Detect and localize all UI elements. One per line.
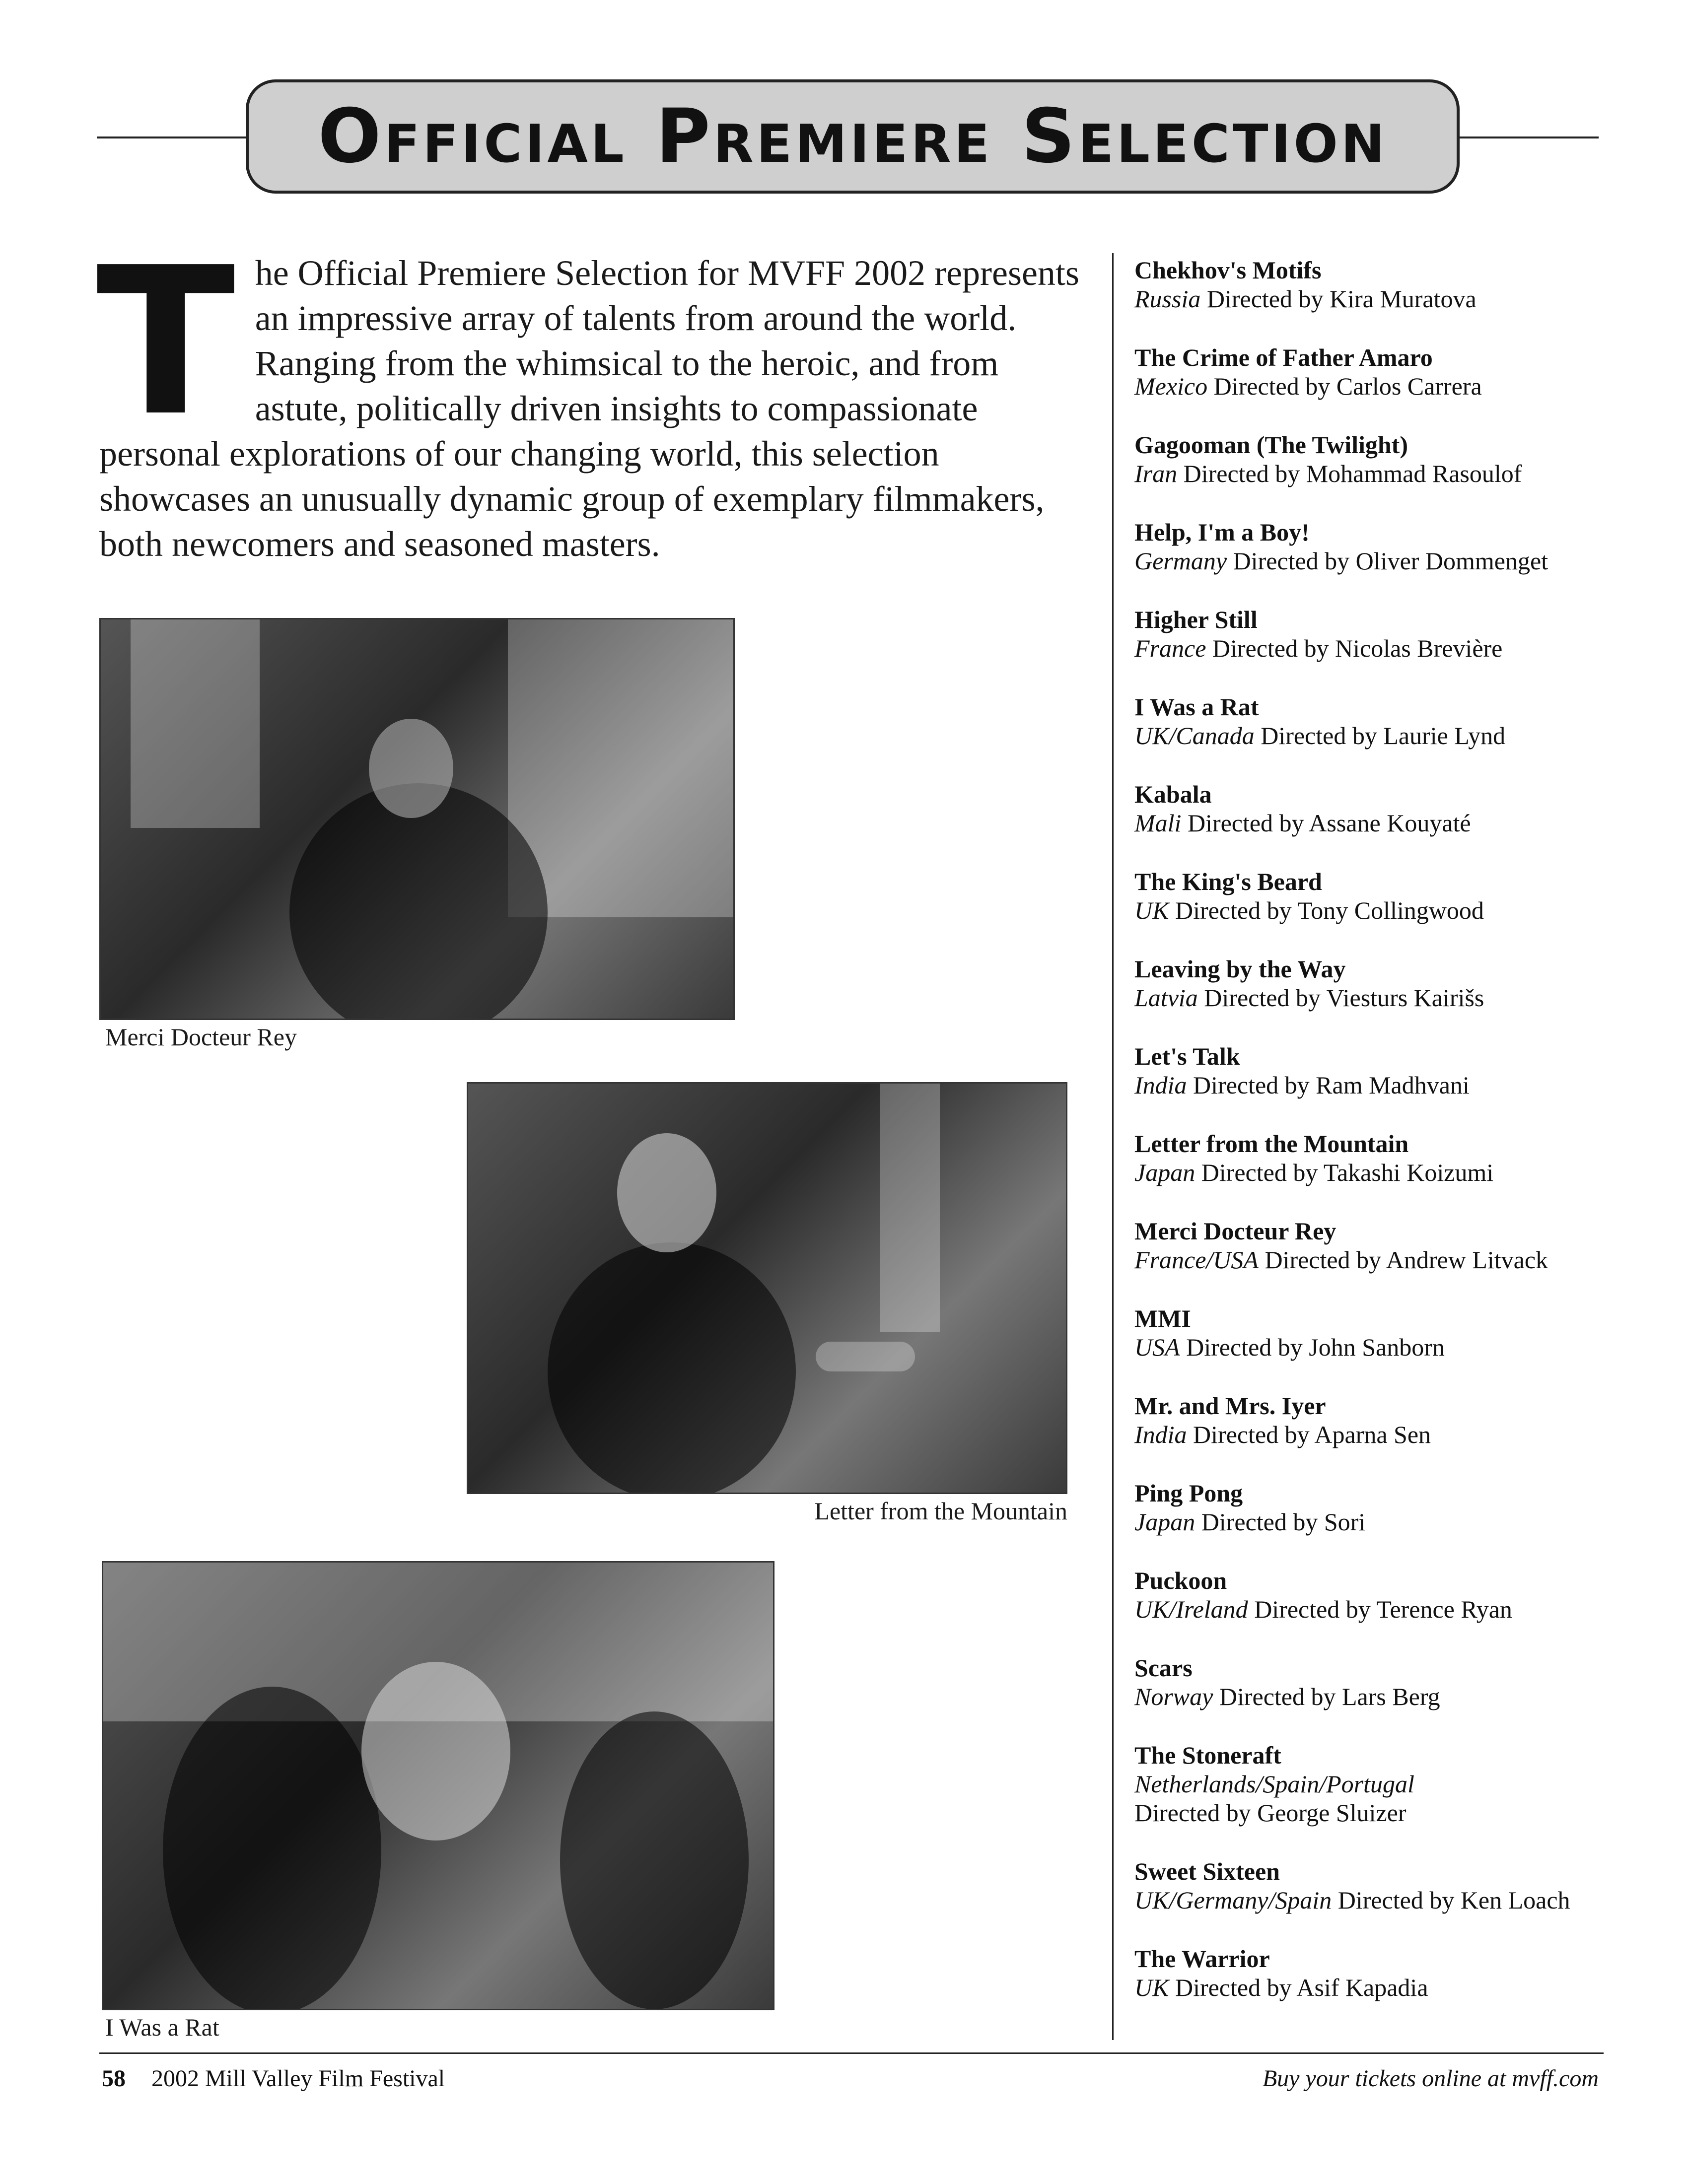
film-title: MMI <box>1134 1304 1191 1332</box>
film-country: UK/Germany/Spain <box>1134 1886 1332 1914</box>
film-meta <box>1134 983 1621 1012</box>
film-list-item <box>1134 780 1621 837</box>
film-list-item <box>1134 430 1621 488</box>
film-title: The Warrior <box>1134 1945 1270 1973</box>
film-director: Directed by Terence Ryan <box>1254 1595 1512 1623</box>
film-director: Directed by Takashi Koizumi <box>1201 1159 1494 1186</box>
photo-caption: I Was a Rat <box>105 2013 219 2041</box>
photo-i-was-a-rat <box>102 1561 774 2010</box>
film-title: Gagooman (The Twilight) <box>1134 431 1408 459</box>
film-director: Directed by Tony Collingwood <box>1175 896 1484 924</box>
film-title: Let's Talk <box>1134 1042 1240 1070</box>
film-title: Help, I'm a Boy! <box>1134 518 1310 546</box>
film-country: Netherlands/Spain/Portugal <box>1134 1770 1414 1798</box>
film-list-item <box>1134 1479 1621 1536</box>
film-director: Directed by Oliver Dommenget <box>1233 547 1548 575</box>
film-meta <box>1134 459 1621 488</box>
intro-paragraph <box>96 223 1087 567</box>
photo-caption: Letter from the Mountain <box>814 1497 1067 1525</box>
film-title: Scars <box>1134 1654 1193 1682</box>
film-meta <box>1134 634 1621 663</box>
intro-text: he Official Premiere Selection for MVFF 2002 represents an impressive array of talents from around the world. Ranging from the whimsical to the heroic, and from astute, politically driven insights to compassionate personal explorations of our changing world, this selection showcases an unusually dynamic group of exemplary filmmakers, both newcomers and seasoned masters. <box>99 253 1079 564</box>
film-title: Ping Pong <box>1134 1479 1243 1507</box>
film-country: Japan <box>1134 1159 1196 1186</box>
film-country: Latvia <box>1134 984 1198 1012</box>
film-meta <box>1134 1886 1621 1914</box>
film-director: Directed by Mohammad Rasoulof <box>1183 460 1522 487</box>
section-banner <box>246 79 1460 194</box>
film-country: Mali <box>1134 809 1182 837</box>
film-list <box>1134 256 1621 2032</box>
photo-caption: Merci Docteur Rey <box>105 1023 297 1051</box>
film-title: Higher Still <box>1134 606 1258 633</box>
film-title: Merci Docteur Rey <box>1134 1217 1336 1245</box>
film-list-item <box>1134 1304 1621 1362</box>
film-meta <box>1134 372 1621 401</box>
film-country: Norway <box>1134 1683 1213 1710</box>
film-title: Chekhov's Motifs <box>1134 256 1322 284</box>
film-director: Directed by Viesturs Kairišs <box>1204 984 1484 1012</box>
film-list-item <box>1134 605 1621 663</box>
film-list-item <box>1134 1741 1621 1827</box>
film-title: Sweet Sixteen <box>1134 1857 1280 1885</box>
film-meta <box>1134 896 1621 925</box>
film-list-item <box>1134 867 1621 925</box>
film-list-item <box>1134 692 1621 750</box>
film-meta <box>1134 1158 1621 1187</box>
film-director: Directed by Aparna Sen <box>1193 1421 1431 1448</box>
film-list-item <box>1134 1217 1621 1274</box>
film-director: Directed by Carlos Carrera <box>1213 372 1482 400</box>
film-list-item <box>1134 256 1621 313</box>
film-list-item <box>1134 1944 1621 2002</box>
film-meta <box>1134 1682 1621 1711</box>
film-list-item <box>1134 955 1621 1012</box>
film-meta <box>1134 1420 1621 1449</box>
film-country: USA <box>1134 1333 1180 1361</box>
film-country: UK/Canada <box>1134 722 1255 750</box>
film-director: Directed by Lars Berg <box>1219 1683 1440 1710</box>
film-director: Directed by Assane Kouyaté <box>1187 809 1471 837</box>
drop-cap: T <box>96 223 235 461</box>
film-meta <box>1134 1071 1621 1099</box>
film-country: UK <box>1134 1974 1169 2001</box>
film-country: Germany <box>1134 547 1227 575</box>
film-country: Mexico <box>1134 372 1208 400</box>
film-title: I Was a Rat <box>1134 693 1259 721</box>
film-title: The King's Beard <box>1134 868 1322 895</box>
film-director: Directed by Ken Loach <box>1337 1886 1570 1914</box>
column-divider <box>1112 253 1114 2040</box>
film-director: Directed by George Sluizer <box>1134 1799 1407 1827</box>
film-director: Directed by John Sanborn <box>1186 1333 1445 1361</box>
film-director: Directed by Andrew Litvack <box>1265 1246 1548 1274</box>
film-list-item <box>1134 1129 1621 1187</box>
film-meta <box>1134 1507 1621 1536</box>
page-number: 58 <box>102 2065 126 2092</box>
film-meta <box>1134 546 1621 575</box>
film-country: India <box>1134 1071 1187 1099</box>
film-title: Letter from the Mountain <box>1134 1130 1409 1158</box>
banner-rule-left <box>97 136 251 138</box>
film-country: Russia <box>1134 285 1201 313</box>
page-title: Official Premiere Selection <box>318 93 1388 180</box>
film-director: Directed by Nicolas Brevière <box>1212 634 1503 662</box>
film-country: India <box>1134 1421 1187 1448</box>
film-director: Directed by Sori <box>1201 1508 1366 1536</box>
film-title: The Stoneraft <box>1134 1741 1281 1769</box>
film-list-item <box>1134 518 1621 575</box>
film-meta <box>1134 1333 1621 1362</box>
film-meta <box>1134 1245 1621 1274</box>
film-country: Japan <box>1134 1508 1196 1536</box>
film-list-item <box>1134 1042 1621 1099</box>
film-director: Directed by Kira Muratova <box>1206 285 1477 313</box>
film-meta <box>1134 1770 1621 1827</box>
film-country: France <box>1134 634 1206 662</box>
film-country: France/USA <box>1134 1246 1259 1274</box>
film-meta <box>1134 284 1621 313</box>
footer-rule <box>99 2052 1604 2054</box>
film-list-item <box>1134 1857 1621 1914</box>
footer-tagline: Buy your tickets online at mvff.com <box>1262 2065 1599 2092</box>
publication-name: 2002 Mill Valley Film Festival <box>151 2065 445 2092</box>
film-country: UK/Ireland <box>1134 1595 1248 1623</box>
film-list-item <box>1134 1653 1621 1711</box>
film-title: Puckoon <box>1134 1567 1227 1594</box>
photo-letter-from-the-mountain <box>467 1082 1067 1494</box>
film-meta <box>1134 721 1621 750</box>
film-director: Directed by Asif Kapadia <box>1175 1974 1428 2001</box>
film-list-item <box>1134 1566 1621 1624</box>
film-list-item <box>1134 343 1621 401</box>
photo-merci-docteur-rey <box>99 618 735 1020</box>
film-meta <box>1134 1595 1621 1624</box>
film-country: Iran <box>1134 460 1178 487</box>
film-title: Kabala <box>1134 780 1212 808</box>
film-list-item <box>1134 1391 1621 1449</box>
film-director: Directed by Ram Madhvani <box>1193 1071 1470 1099</box>
film-meta <box>1134 809 1621 837</box>
film-title: The Crime of Father Amaro <box>1134 343 1433 371</box>
film-title: Mr. and Mrs. Iyer <box>1134 1392 1326 1420</box>
film-title: Leaving by the Way <box>1134 955 1346 983</box>
film-meta <box>1134 1973 1621 2002</box>
footer-left <box>102 2065 445 2092</box>
film-country: UK <box>1134 896 1169 924</box>
film-director: Directed by Laurie Lynd <box>1261 722 1506 750</box>
